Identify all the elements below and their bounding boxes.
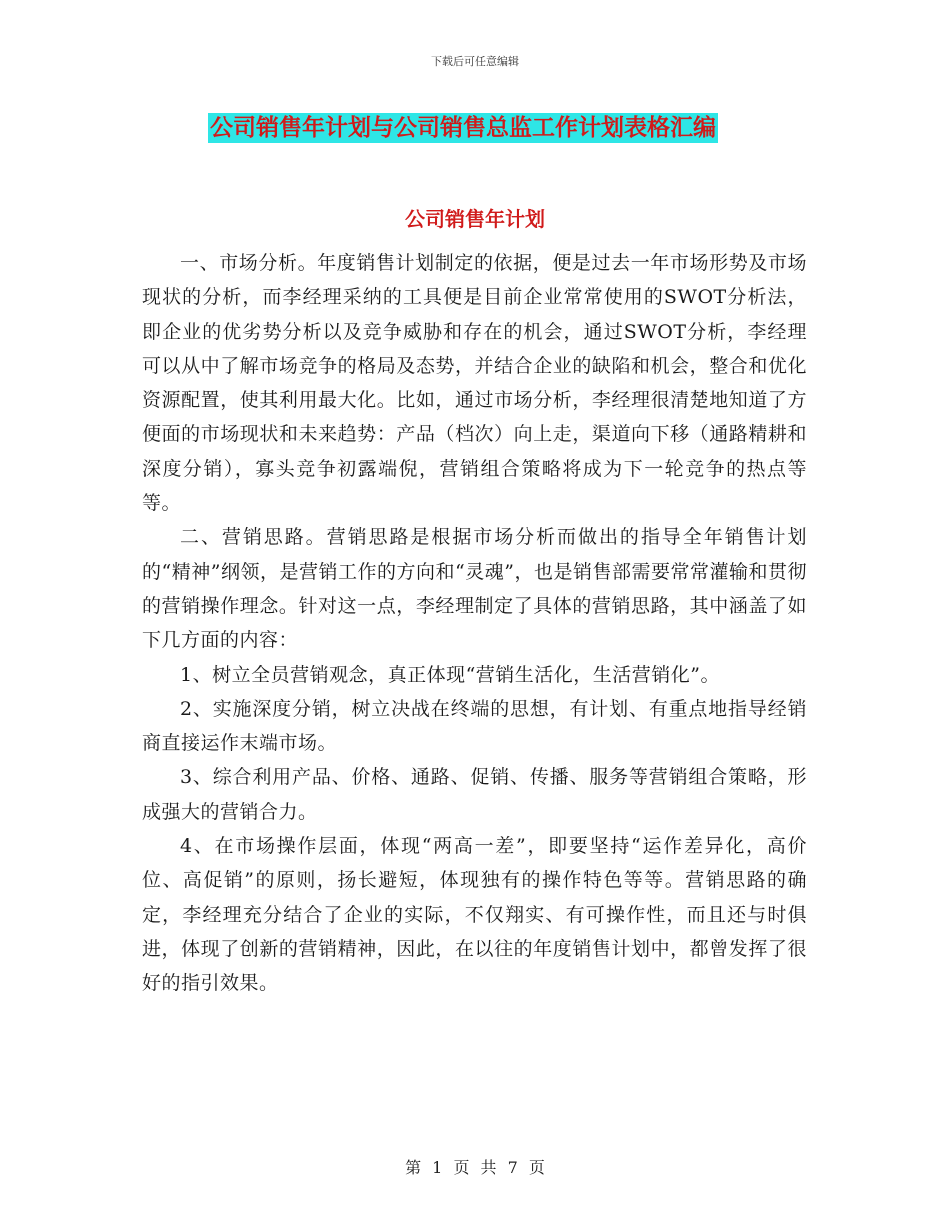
paragraph-item-3: 3、综合利用产品、价格、通路、促销、传播、服务等营销组合策略，形成强大的营销合力。 <box>142 766 807 823</box>
page-number: 第 1 页 共 7 页 <box>405 1158 545 1177</box>
paragraph-marketing-ideas: 二、营销思路。营销思路是根据市场分析而做出的指导全年销售计划的“精神”纲领，是营销工作的方向和“灵魂”，也是销售部需要常常灌输和贯彻的营销操作理念。针对这一点，李经理制定了具体的营销思路，其中涵盖了如下几方面的内容： <box>142 526 807 652</box>
paragraph-market-analysis: 一、市场分析。年度销售计划制定的依据，便是过去一年市场形势及市场现状的分析，而李经理采纳的工具便是目前企业常常使用的SWOT分析法，即企业的优劣势分析以及竞争威胁和存在的机会，通过SWOT分析，李经理可以从中了解市场竞争的格局及态势，并结合企业的缺陷和机会，整合和优化资源配置，使其利用最大化。比如，通过市场分析，李经理很清楚地知道了方便面的市场现状和未来趋势：产品（档次）向上走，渠道向下移（通路精耕和深度分销），寡头竞争初露端倪，营销组合策略将成为下一轮竞争的热点等等。 <box>142 252 807 515</box>
body-text <box>142 246 807 1001</box>
paragraph-item-1: 1、树立全员营销观念，真正体现“营销生活化，生活营销化”。 <box>180 663 721 686</box>
document-title: 公司销售年计划与公司销售总监工作计划表格汇编 <box>210 115 716 141</box>
section-title: 公司销售年计划 <box>405 207 545 231</box>
paragraph-item-4: 4、在市场操作层面，体现“两高一差”，即要坚持“运作差异化，高价位、高促销”的原则，扬长避短，体现独有的操作特色等等。营销思路的确定，李经理充分结合了企业的实际，不仅翔实、有可操作性，而且还与时俱进，体现了创新的营销精神，因此，在以往的年度销售计划中，都曾发挥了很好的指引效果。 <box>142 835 807 995</box>
header-note: 下载后可任意编辑 <box>431 55 519 68</box>
paragraph-item-2: 2、实施深度分销，树立决战在终端的思想，有计划、有重点地指导经销商直接运作末端市场。 <box>142 697 807 755</box>
